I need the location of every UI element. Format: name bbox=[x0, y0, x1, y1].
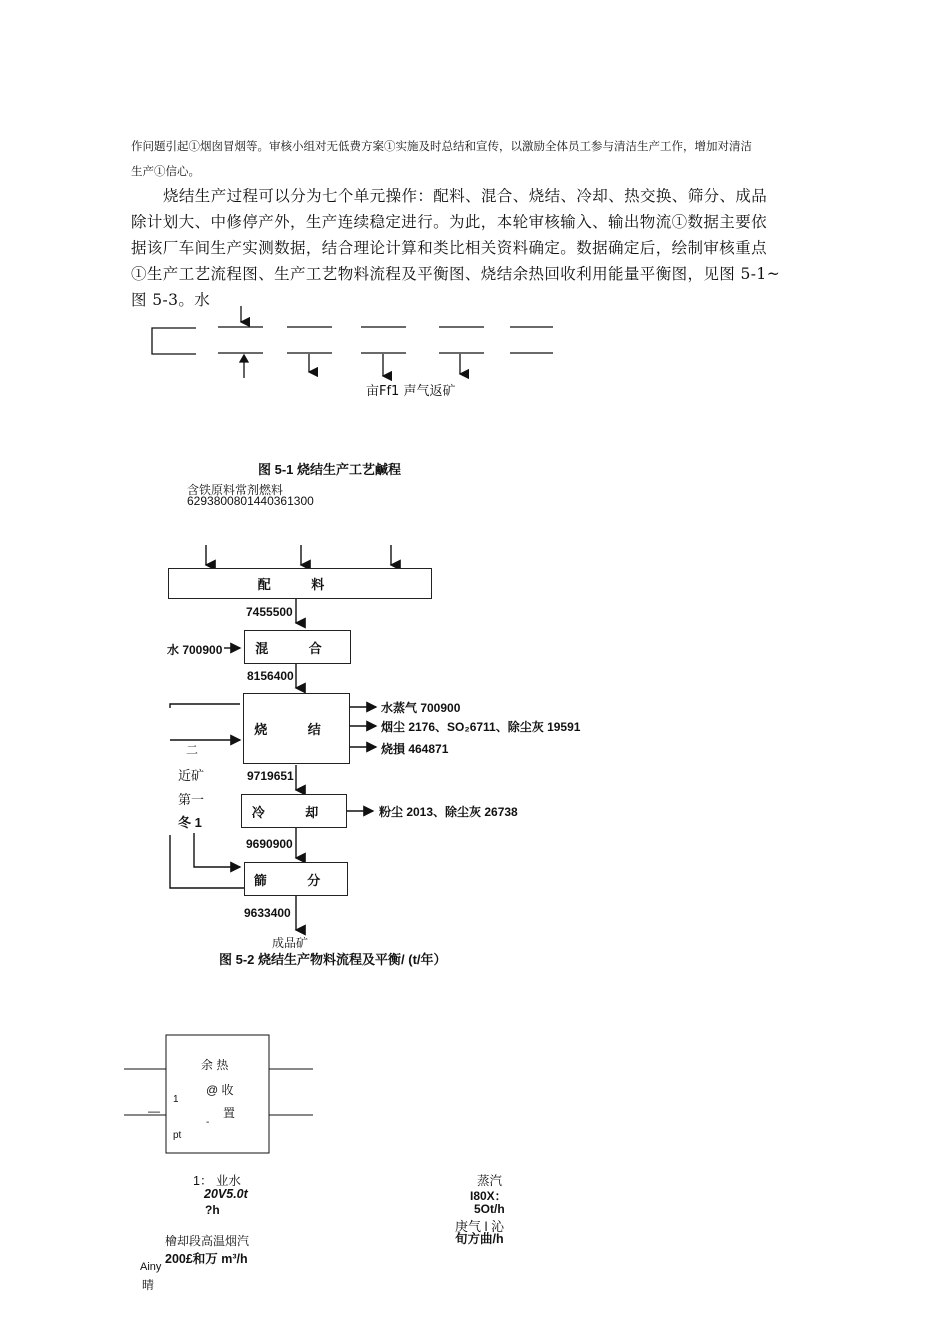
fig3-box-line1: 余 热 bbox=[201, 1058, 229, 1072]
fig3-water-v2: ?h bbox=[205, 1203, 220, 1217]
flow-7455500: 7455500 bbox=[246, 605, 293, 619]
box-peiliao: 配 料 bbox=[168, 568, 432, 599]
output-cool-dust: 粉尘 2013、除尘灰 26738 bbox=[379, 805, 518, 819]
output-steam: 水蒸气 700900 bbox=[381, 701, 461, 715]
fig3-box-dash: - bbox=[206, 1117, 210, 1128]
figure-5-1-caption: 图 5-1 烧结生产工艺鹹程 bbox=[258, 462, 402, 477]
box-shaifen: 篩 分 bbox=[244, 862, 348, 896]
fig3-box-line2: @ 收 bbox=[206, 1083, 234, 1097]
fig3-steam-v2: 5Ot/h bbox=[474, 1202, 505, 1216]
box-shaojie: 烧 结 bbox=[243, 693, 350, 764]
fig2-cut-bottom: 成品矿 bbox=[272, 936, 309, 950]
fig3-gas-value: 200£和万 m³/h bbox=[165, 1252, 248, 1266]
fig3-dash-left: — bbox=[148, 1104, 160, 1118]
left-label-c: 第一 bbox=[178, 792, 205, 807]
paragraph-line-5: 图 5-3。水 bbox=[131, 291, 211, 309]
figure-5-2-caption: 图 5-2 烧结生产物料流程及平衡/ (t/年） bbox=[219, 952, 447, 967]
paragraph-line-small-1: 作问题引起①烟囱冒烟等。审核小组对无低费方案①实施及时总结和宣传，以激励全体员工参与清洁生产工作，增加对清洁 bbox=[131, 139, 752, 153]
fig2-inputs-label: 含铁原料常剂燃料 bbox=[187, 483, 284, 497]
flow-9690900: 9690900 bbox=[246, 837, 293, 851]
fig3-gas-label: 檜却段高温烟汽 bbox=[165, 1234, 250, 1248]
box-lengque: 冷 却 bbox=[241, 794, 347, 828]
paragraph-line-4: ①生产工艺流程图、生产工艺物料流程及平衡图、烧结余热回收利用能量平衡图，见图 5-1~ bbox=[131, 265, 781, 283]
flow-9719651: 9719651 bbox=[247, 769, 294, 783]
flow-water-in: 水 700900 bbox=[167, 643, 223, 657]
fig2-inputs-values: 6293800801440361300 bbox=[187, 494, 314, 508]
fig3-steam-v3: 庚气 l 沁 bbox=[455, 1219, 505, 1234]
paragraph-line-1: 烧结生产过程可以分为七个单元操作：配料、混合、烧结、冷却、热交换、筛分、成品 bbox=[163, 187, 768, 205]
fig3-water-label: 1： 业水 bbox=[193, 1174, 241, 1188]
fig3-steam-v4: 旬方曲/h bbox=[455, 1232, 504, 1246]
left-label-b: 近矿 bbox=[178, 768, 205, 783]
figure-5-1-cut-label: 亩Ff1 声气返矿 bbox=[366, 384, 456, 399]
paragraph-line-2: 除计划大、中修停产外，生产连续稳定进行。为此，本轮审核输入、输出物流①数据主要依 bbox=[131, 213, 768, 231]
output-loss: 烧損 464871 bbox=[381, 742, 449, 756]
fig3-box-line3: 置 bbox=[223, 1106, 236, 1120]
flow-9633400: 9633400 bbox=[244, 906, 291, 920]
fig3-steam-label: 蒸汽 bbox=[477, 1174, 503, 1188]
left-label-a: 二 bbox=[186, 743, 199, 757]
paragraph-line-small-2: 生产①信心。 bbox=[131, 164, 200, 178]
output-dust: 烟尘 2176、SO₂6711、除尘灰 19591 bbox=[381, 720, 581, 734]
fig3-qing: 晴 bbox=[142, 1278, 155, 1292]
fig3-box-left2: pt bbox=[173, 1130, 182, 1141]
fig3-box-left1: 1 bbox=[173, 1094, 179, 1105]
fig3-ainy: Ainy bbox=[140, 1261, 162, 1273]
flow-8156400: 8156400 bbox=[247, 669, 294, 683]
left-label-d: 冬 1 bbox=[178, 815, 202, 830]
box-hunhe: 混 合 bbox=[244, 630, 351, 664]
fig3-water-v1: 20V5.0t bbox=[204, 1187, 248, 1201]
fig3-steam-v1: I80X： bbox=[470, 1189, 507, 1203]
paragraph-line-3: 据该厂车间生产实测数据，结合理论计算和类比相关资料确定。数据确定后，绘制审核重点 bbox=[131, 239, 768, 257]
